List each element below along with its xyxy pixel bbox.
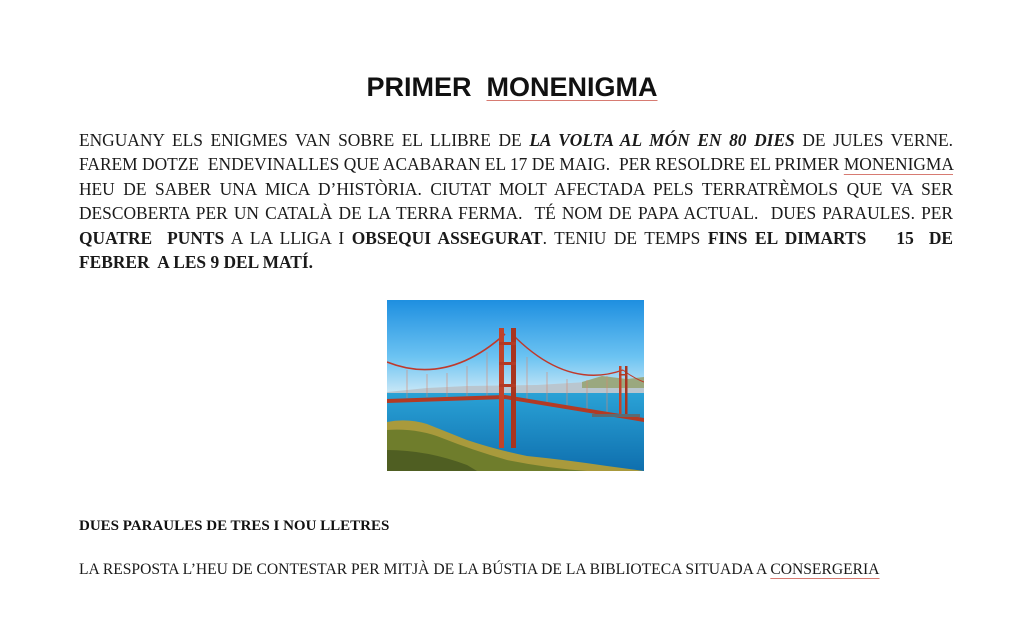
tower-beam-3: [499, 384, 516, 387]
title-prefix: PRIMER: [366, 72, 487, 102]
paragraph-text-2: DE JULES VERNE. FAREM DOTZE ENDEVINALLES QUE ACABARAN EL 17 DE MAIG. PER RESOLDRE EL PRIMER: [79, 130, 958, 175]
book-title: LA VOLTA AL MÓN EN 80 DIES: [529, 130, 795, 150]
gift-text: OBSEQUI ASSEGURAT: [351, 227, 543, 248]
far-tower-left: [619, 366, 622, 416]
paragraph-text-3: HEU DE SABER UNA MICA D’HISTÒRIA. CIUTAT MOLT AFECTADA PELS TERRATRÈMOLS QUE VA SER DESCOBERTA PER UN CATALÀ DE LA TERRA FERMA. TÉ NOM DE PAPA ACTUAL. DUES PARAULES. PER: [79, 154, 958, 224]
hint-text: DUES PARAULES DE TRES I NOU LLETRES: [79, 518, 390, 534]
tower-leg-right: [511, 328, 516, 448]
tower-beam-2: [499, 362, 516, 365]
paragraph-text-4: A LA LLIGA I: [224, 227, 352, 248]
answer-text: LA RESPOSTA L’HEU DE CONTESTAR PER MITJÀ DE LA BÚSTIA DE LA BIBLIOTECA SITUADA A: [79, 561, 771, 578]
paragraph-text-5: . TENIU DE TEMPS: [542, 227, 708, 248]
points-text: QUATRE PUNTS: [79, 227, 225, 248]
pier: [592, 414, 640, 417]
page-title: [0, 72, 1024, 103]
tower-beam-1: [499, 342, 516, 345]
bridge-illustration: [387, 300, 644, 471]
tower-leg-left: [499, 328, 504, 448]
far-tower-right: [625, 366, 628, 416]
title-word: MONENIGMA: [486, 72, 658, 102]
answer-instructions: [79, 561, 953, 579]
riddle-paragraph: [79, 128, 958, 274]
answer-place: CONSERGERIA: [770, 561, 880, 578]
far-tower-beam: [619, 374, 628, 376]
golden-gate-bridge-image: [387, 300, 644, 471]
deadline-text: FINS EL DIMARTS 15 DE FEBRER A LES 9 DEL MATÍ.: [79, 227, 958, 273]
paragraph-intro: ENGUANY ELS ENIGMES VAN SOBRE EL LLIBRE DE: [79, 130, 530, 150]
monenigma-word: MONENIGMA: [843, 154, 953, 175]
